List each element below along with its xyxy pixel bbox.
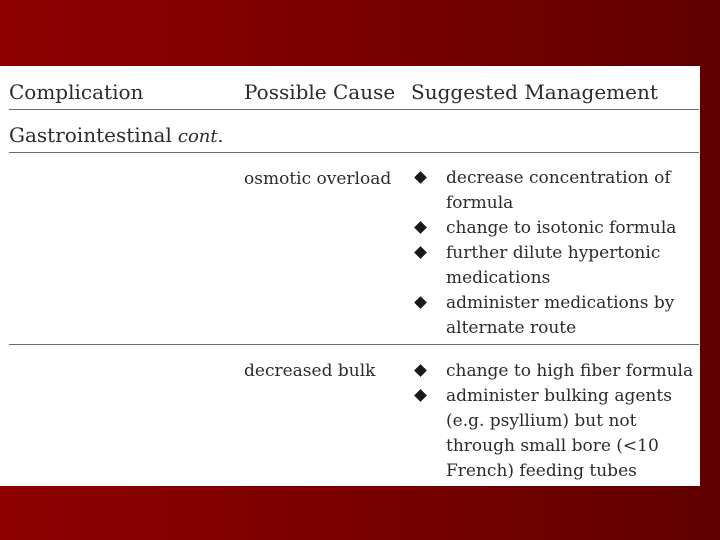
content-panel <box>0 66 700 486</box>
row-divider <box>9 344 699 345</box>
row-2-management <box>410 359 695 484</box>
list-item: administer bulking agents (e.g. psyllium) but not through small bore (<10 French) feeding tubes <box>410 384 695 484</box>
diamond-bullet-icon <box>414 364 427 377</box>
section-name: Gastrointestinal <box>9 123 172 147</box>
list-item: change to isotonic formula <box>410 216 695 241</box>
diamond-bullet-icon <box>414 221 427 234</box>
header-suggested-management: Suggested Management <box>411 80 658 104</box>
section-title <box>9 123 223 147</box>
list-item: decrease concentration of formula <box>410 166 695 216</box>
header-divider <box>9 109 699 110</box>
diamond-bullet-icon <box>414 389 427 402</box>
section-suffix: cont. <box>177 126 224 147</box>
row-2-cause: decreased bulk <box>244 361 376 381</box>
list-item: change to high fiber formula <box>410 359 695 384</box>
list-item: administer medications by alternate route <box>410 291 695 341</box>
header-possible-cause: Possible Cause <box>244 80 396 104</box>
row-1-management <box>410 166 695 341</box>
diamond-bullet-icon <box>414 246 427 259</box>
diamond-bullet-icon <box>414 171 427 184</box>
section-divider <box>9 152 699 153</box>
header-complication: Complication <box>9 80 144 104</box>
row-1-cause: osmotic overload <box>244 169 392 189</box>
list-item: further dilute hypertonic medications <box>410 241 695 291</box>
diamond-bullet-icon <box>414 296 427 309</box>
